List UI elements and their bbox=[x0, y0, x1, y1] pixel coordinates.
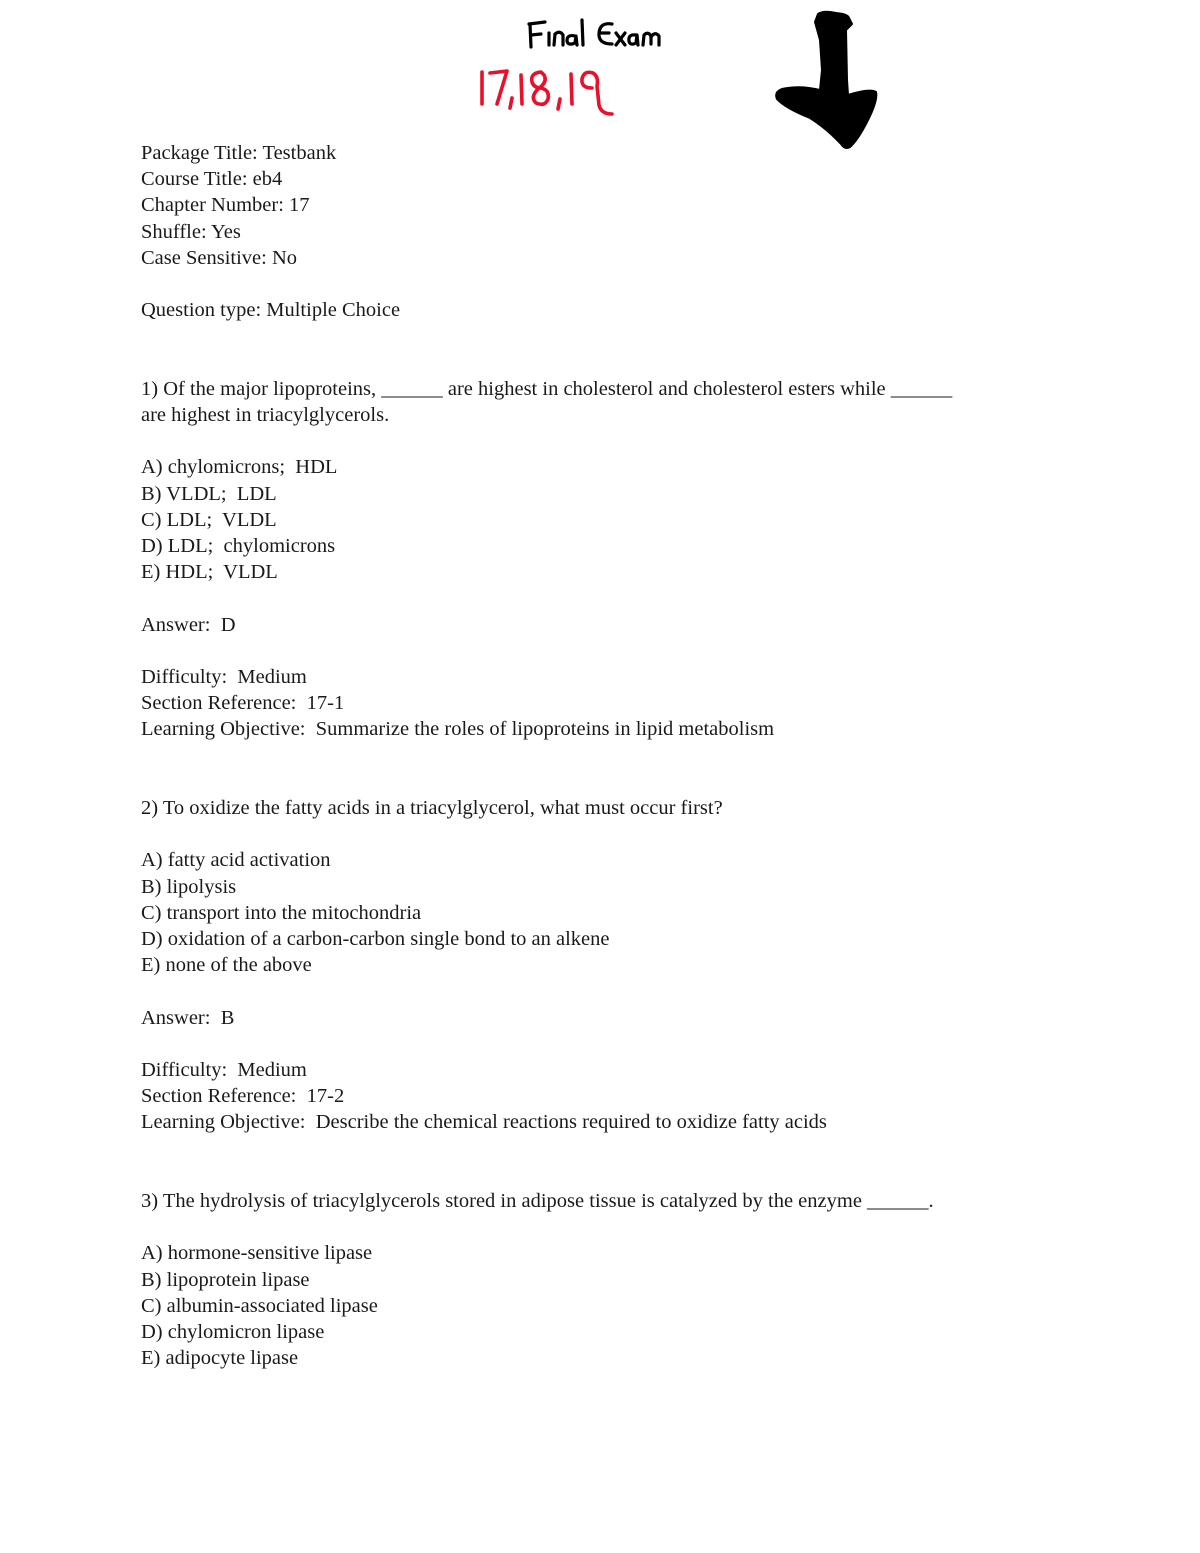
option-b: B) lipoprotein lipase bbox=[141, 1268, 310, 1291]
learning-objective: Learning Objective: Describe the chemical reactions required to oxidize fatty acids bbox=[141, 1111, 827, 1134]
option-e: E) none of the above bbox=[141, 954, 312, 977]
question-3 bbox=[141, 1188, 1071, 1371]
handwritten-chapters bbox=[482, 71, 612, 114]
package-header bbox=[141, 140, 1071, 323]
learning-objective: Learning Objective: Summarize the roles of lipoproteins in lipid metabolism bbox=[141, 718, 775, 741]
option-a: A) fatty acid activation bbox=[141, 849, 331, 872]
option-b: B) lipolysis bbox=[141, 875, 237, 898]
down-arrow-icon bbox=[776, 12, 876, 148]
section-reference: Section Reference: 17-1 bbox=[141, 692, 345, 715]
answer: Answer: D bbox=[141, 613, 236, 636]
case-sensitive-setting: Case Sensitive: No bbox=[141, 246, 298, 269]
question-type: Question type: Multiple Choice bbox=[141, 299, 401, 322]
option-d: D) LDL; chylomicrons bbox=[141, 535, 336, 557]
question-stem-continued: are highest in triacylglycerols. bbox=[141, 404, 390, 426]
difficulty: Difficulty: Medium bbox=[141, 665, 307, 688]
course-title: Course Title: eb4 bbox=[141, 168, 283, 191]
option-c: C) transport into the mitochondria bbox=[141, 901, 422, 924]
handwritten-final-exam bbox=[529, 20, 659, 47]
chapter-number: Chapter Number: 17 bbox=[141, 194, 310, 217]
difficulty: Difficulty: Medium bbox=[141, 1058, 307, 1081]
option-d: D) chylomicron lipase bbox=[141, 1320, 325, 1343]
option-c: C) LDL; VLDL bbox=[141, 508, 277, 531]
option-d: D) oxidation of a carbon-carbon single bond to an alkene bbox=[141, 927, 610, 950]
option-b: B) VLDL; LDL bbox=[141, 482, 277, 505]
testbank-content bbox=[141, 140, 1071, 1371]
section-reference: Section Reference: 17-2 bbox=[141, 1085, 345, 1108]
option-c: C) albumin-associated lipase bbox=[141, 1294, 378, 1317]
option-e: E) adipocyte lipase bbox=[141, 1347, 299, 1370]
question-stem: 3) The hydrolysis of triacylglycerols stored in adipose tissue is catalyzed by the enzyme ______. bbox=[141, 1189, 934, 1212]
question-2 bbox=[141, 795, 1071, 1136]
handwritten-annotations bbox=[0, 0, 1200, 160]
option-a: A) hormone-sensitive lipase bbox=[141, 1242, 373, 1265]
answer: Answer: B bbox=[141, 1006, 235, 1029]
option-a: A) chylomicrons; HDL bbox=[141, 456, 338, 479]
question-stem: 2) To oxidize the fatty acids in a triacylglycerol, what must occur first? bbox=[141, 796, 723, 819]
question-1 bbox=[141, 376, 1071, 743]
question-stem: 1) Of the major lipoproteins, ______ are highest in cholesterol and cholesterol esters while ______ bbox=[141, 377, 953, 400]
option-e: E) HDL; VLDL bbox=[141, 561, 278, 584]
shuffle-setting: Shuffle: Yes bbox=[141, 220, 241, 243]
package-title: Package Title: Testbank bbox=[141, 142, 337, 164]
